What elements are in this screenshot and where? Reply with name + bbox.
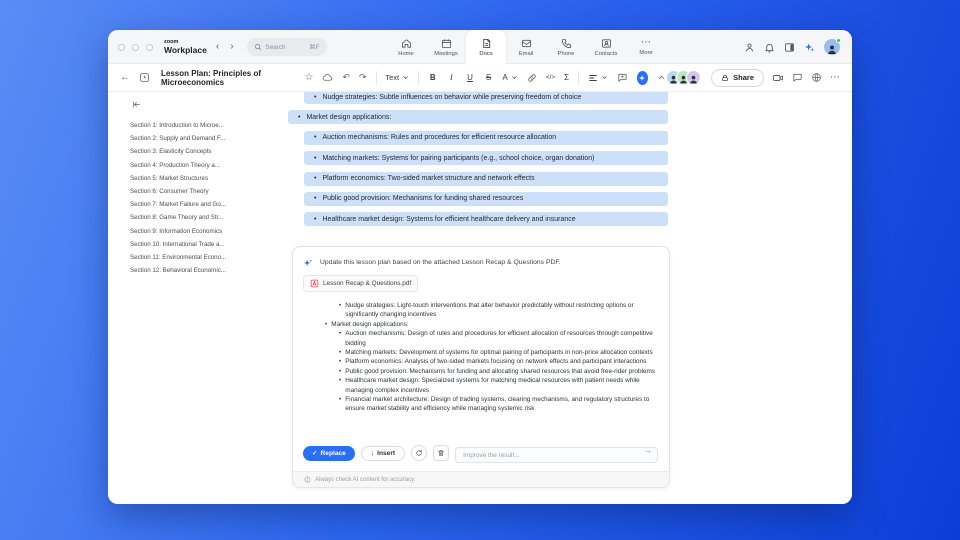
chevron-down-icon	[601, 74, 608, 81]
info-icon	[304, 476, 311, 483]
presence-dot	[836, 38, 841, 43]
nav-forward-button[interactable]: ›	[230, 41, 234, 52]
collaborator-avatar	[686, 70, 701, 85]
strikethrough-button[interactable]: S	[485, 73, 492, 82]
sidebar-item-section-10[interactable]: Section 10: International Trade a...	[130, 240, 225, 248]
down-arrow-icon: ↓	[370, 449, 375, 457]
collapse-sidebar-icon[interactable]	[132, 100, 283, 109]
user-avatar[interactable]	[824, 39, 840, 55]
nav-back-button[interactable]: ‹	[215, 41, 220, 52]
align-icon	[588, 73, 598, 83]
improve-result-field[interactable]	[455, 444, 658, 464]
ai-suggestion-card	[292, 246, 670, 488]
favorite-star-icon[interactable]: ☆	[304, 71, 314, 83]
contacts-icon	[601, 38, 612, 49]
insert-button[interactable]: ↓ Insert	[361, 446, 405, 461]
pdf-icon	[310, 279, 319, 288]
collaborator-avatars	[666, 70, 701, 85]
outline-sidebar	[108, 92, 283, 504]
refresh-icon	[415, 449, 423, 457]
sidebar-item-section-11[interactable]: Section 11: Environmental Econo...	[130, 254, 227, 262]
redo-icon[interactable]: ↷	[359, 72, 367, 82]
doc-bullet-line[interactable]: • Matching markets: Systems for pairing participants (e.g., school choice, organ donation)	[304, 151, 668, 165]
window-close-button[interactable]	[118, 44, 125, 51]
text-style-dropdown[interactable]: Text	[385, 73, 409, 82]
ai-companion-icon[interactable]	[804, 42, 815, 53]
align-dropdown[interactable]	[588, 73, 608, 83]
chevron-down-icon	[402, 74, 409, 81]
replace-button[interactable]: ✓ Replace	[303, 446, 355, 461]
back-icon[interactable]: ←	[120, 71, 130, 83]
search-input[interactable]	[247, 38, 327, 56]
chevron-down-icon	[511, 74, 518, 81]
divider	[418, 71, 419, 85]
video-camera-icon[interactable]	[772, 72, 784, 84]
sidebar-item-section-3[interactable]: Section 3: Elasticity Concepts	[130, 148, 212, 156]
sidebar-item-section-8[interactable]: Section 8: Game Theory and Str...	[130, 214, 224, 222]
search-placeholder: Search	[265, 43, 286, 51]
doc-content-area	[108, 92, 852, 504]
sidebar-item-section-2[interactable]: Section 2: Supply and Demand F...	[130, 135, 226, 143]
doc-bullet-line[interactable]: • Public good provision: Mechanisms for funding shared resources	[304, 192, 668, 206]
regenerate-button[interactable]	[411, 445, 427, 461]
underline-button[interactable]: U	[467, 73, 473, 82]
equation-button[interactable]: Σ	[564, 73, 570, 82]
app-tabs	[386, 30, 666, 64]
phone-icon	[561, 38, 572, 49]
delete-button[interactable]	[433, 445, 449, 461]
ai-companion-button[interactable]	[637, 71, 648, 85]
italic-button[interactable]: I	[450, 73, 453, 82]
sidebar-item-section-1[interactable]: Section 1: Introduction to Microe...	[130, 122, 224, 129]
notifications-bell-icon[interactable]	[764, 42, 775, 53]
window-minimize-button[interactable]	[132, 44, 139, 51]
doc-toolbar	[108, 64, 852, 92]
sidebar-item-section-9[interactable]: Section 9: Information Economics	[130, 227, 223, 235]
ai-prompt-text: Update this lesson plan based on the attached Lesson Recap & Questions PDF.	[320, 259, 561, 266]
tab-docs[interactable]: Docs	[466, 30, 506, 64]
sidebar-item-section-6[interactable]: Section 6: Consumer Theory	[130, 188, 209, 196]
doc-recent-icon[interactable]	[139, 72, 150, 83]
zoom-workplace-logo: zoom Workplace	[164, 39, 207, 55]
tab-phone[interactable]: Phone	[546, 30, 586, 64]
tab-home[interactable]: Home	[386, 30, 426, 64]
ai-sparkle-icon	[303, 258, 313, 268]
more-options-icon[interactable]: ⋯	[830, 71, 840, 83]
check-icon: ✓	[312, 450, 318, 458]
globe-icon[interactable]	[811, 72, 822, 83]
divider	[578, 71, 579, 85]
trash-icon	[437, 449, 445, 457]
tab-email[interactable]: Email	[506, 30, 546, 64]
profile-icon[interactable]	[744, 42, 755, 53]
ai-disclaimer: Always check AI content for accuracy.	[293, 471, 669, 487]
doc-title: Lesson Plan: Principles of Microeconomics	[161, 68, 262, 87]
improve-result-input[interactable]	[455, 447, 658, 463]
bold-button[interactable]: B	[429, 73, 436, 82]
tab-more[interactable]: ⋯ More	[639, 37, 653, 56]
sidebar-item-section-5[interactable]: Section 5: Market Structures	[130, 174, 209, 182]
search-shortcut: ⌘F	[309, 43, 320, 51]
link-icon[interactable]	[527, 73, 537, 83]
doc-bullet-line[interactable]: • Healthcare market design: Systems for efficient healthcare delivery and insurance	[304, 212, 668, 226]
ai-result-text: • Nudge strategies: Light-touch interventions that alter behavior predictably without restricting options or significantly changing incentives • Market design applications: • Auction mechanisms: Design of rules and procedures for efficient allocation of resources through competitive bidding • Matching markets: Development of systems for optimal pairing of participants in non-price allocation contexts • Platform economics: Analysis of two-sided markets focusing on network effects and participant interactions • Public good provision: Mechanisms for funding and allocating shared resources that avoid free-rider problems • Healthcare market design: Specialized systems for matching medical resources with patient needs while managing complex incentives • Financial market architecture: Design of trading systems, clearing mechanisms, and regulatory structures to ensure market stability and efficiency while managing systemic risk	[293, 293, 669, 437]
document-body	[288, 92, 668, 233]
sidebar-item-section-12[interactable]: Section 12: Behavioral Economic...	[130, 267, 226, 275]
tab-contacts[interactable]: Contacts	[586, 30, 626, 64]
sidebar-item-section-4[interactable]: Section 4: Production Theory a...	[130, 161, 220, 169]
window-zoom-button[interactable]	[146, 44, 153, 51]
doc-bullet-line[interactable]: • Auction mechanisms: Rules and procedures for efficient resource allocation	[304, 131, 668, 145]
more-icon: ⋯	[641, 37, 651, 48]
text-color-dropdown[interactable]: A	[502, 73, 517, 82]
search-icon	[254, 43, 262, 51]
cloud-status-icon	[322, 72, 333, 83]
doc-bullet-line[interactable]: • Nudge strategies: Subtle influences on behavior while preserving freedom of choice	[304, 92, 668, 104]
tab-meetings[interactable]: Meetings	[426, 30, 466, 64]
lock-icon	[721, 74, 729, 82]
calendar-icon	[441, 38, 452, 49]
divider	[376, 71, 377, 85]
attachment-chip[interactable]: Lesson Recap & Questions.pdf	[303, 275, 418, 292]
document-icon	[481, 38, 492, 49]
comment-icon[interactable]	[617, 72, 628, 83]
home-icon	[401, 38, 412, 49]
mail-icon	[521, 38, 532, 49]
side-panel-toggle-icon[interactable]	[784, 42, 795, 53]
collapse-toolbar-icon[interactable]	[657, 73, 666, 82]
person-silhouette-icon	[826, 43, 838, 55]
doc-bullet-line[interactable]: • Platform economics: Two-sided market structure and network effects	[304, 172, 668, 186]
undo-icon[interactable]: ↶	[342, 72, 351, 82]
zoom-workplace-window	[108, 30, 852, 504]
sidebar-item-section-7[interactable]: Section 7: Market Failure and Go...	[130, 201, 226, 209]
titlebar	[108, 30, 852, 64]
submit-arrow-icon[interactable]: →	[644, 445, 652, 455]
doc-bullet-line[interactable]: • Market design applications:	[288, 110, 668, 124]
code-block-button[interactable]: </>	[545, 74, 556, 81]
share-button[interactable]: Share	[711, 69, 764, 87]
chat-icon[interactable]	[792, 72, 803, 83]
